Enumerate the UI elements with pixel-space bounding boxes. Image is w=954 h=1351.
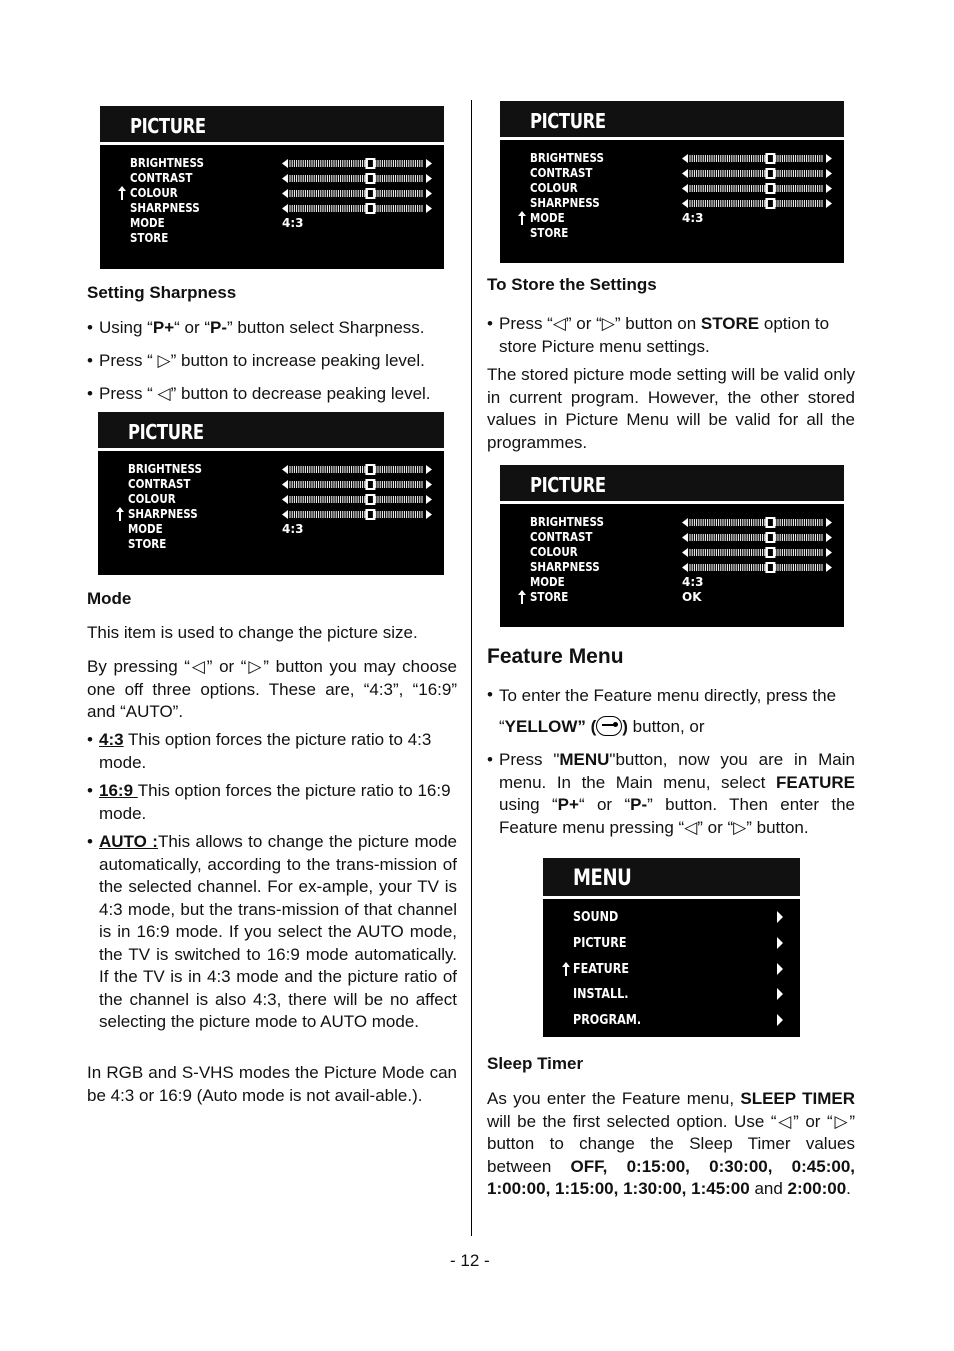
osd-row-sharpness: SHARPNESS <box>530 196 600 210</box>
menu-item-feature: FEATURE <box>573 962 630 977</box>
menu-item-picture: PICTURE <box>573 936 627 951</box>
paragraph: In RGB and S-VHS modes the Picture Mode can be 4:3 or 16:9 (Auto mode is not avail-able.). <box>87 1063 457 1105</box>
osd-body <box>98 451 444 575</box>
osd-header <box>98 412 444 451</box>
menu-item-install: INSTALL. <box>573 987 629 1002</box>
heading-store-settings: To Store the Settings <box>487 275 657 294</box>
heading-feature-menu: Feature Menu <box>487 645 624 668</box>
level-bar <box>682 562 832 573</box>
menu-item-program: PROGRAM. <box>573 1013 642 1028</box>
osd-row-contrast: CONTRAST <box>530 530 593 544</box>
paragraph: As you enter the Feature menu, SLEEP TIMER will be the first selected option. Use “◁” or “▷” button to change the Sleep Timer values between OFF, 0:15:00, 0:30:00, 0:45:00, 1:00:00, 1:15:00, 1:30:00, 1:45:00 and 2:00:00. <box>487 1089 855 1198</box>
osd-body <box>100 145 444 269</box>
osd-header <box>543 858 800 899</box>
page-number: - 12 - <box>450 1251 490 1270</box>
osd-row-store: STORE <box>530 226 569 240</box>
level-bar <box>282 509 432 520</box>
submenu-arrow-icon <box>777 988 783 1000</box>
store-value: OK <box>682 590 702 604</box>
level-bar <box>682 547 832 558</box>
osd-row-sharpness: SHARPNESS <box>130 201 200 215</box>
osd-row-colour: COLOUR <box>530 181 578 195</box>
mode-value: 4:3 <box>682 211 704 225</box>
submenu-arrow-icon <box>777 911 783 923</box>
osd-body <box>500 504 844 627</box>
osd-title: PICTURE <box>530 473 606 497</box>
osd-row-mode: MODE <box>530 211 565 225</box>
level-bar <box>682 153 832 164</box>
level-bar <box>282 203 432 214</box>
osd-body <box>543 899 800 1037</box>
osd-row-sharpness: SHARPNESS <box>128 507 198 521</box>
osd-picture-sharpness <box>98 412 444 575</box>
selection-arrow-icon <box>518 211 526 225</box>
osd-row-sharpness: SHARPNESS <box>530 560 600 574</box>
yellow-key-icon <box>596 716 622 736</box>
osd-row-contrast: CONTRAST <box>128 477 191 491</box>
heading-setting-sharpness: Setting Sharpness <box>87 283 237 302</box>
level-bar <box>682 198 832 209</box>
osd-row-mode: MODE <box>530 575 565 589</box>
osd-header <box>500 465 844 504</box>
submenu-arrow-icon <box>777 1014 783 1026</box>
osd-row-brightness: BRIGHTNESS <box>128 462 202 476</box>
column-divider <box>471 100 472 1236</box>
osd-row-colour: COLOUR <box>530 545 578 559</box>
level-bar <box>682 517 832 528</box>
osd-picture-colour <box>100 106 444 269</box>
osd-row-colour: COLOUR <box>128 492 176 506</box>
osd-picture-mode <box>500 101 844 263</box>
osd-header <box>100 106 444 145</box>
paragraph: This item is used to change the picture size. <box>87 623 418 642</box>
osd-row-mode: MODE <box>128 522 163 536</box>
level-bar <box>282 173 432 184</box>
osd-row-store: STORE <box>530 590 569 604</box>
level-bar <box>682 168 832 179</box>
osd-row-store: STORE <box>130 231 169 245</box>
osd-row-store: STORE <box>128 537 167 551</box>
osd-main-menu <box>543 858 800 1037</box>
osd-picture-store <box>500 465 844 627</box>
mode-value: 4:3 <box>282 522 304 536</box>
submenu-arrow-icon <box>777 963 783 975</box>
level-bar <box>682 183 832 194</box>
paragraph: The stored picture mode setting will be valid only in current program. However, the other stored values in Picture Menu will be valid for all the programmes. <box>487 365 855 452</box>
level-bar <box>682 532 832 543</box>
selection-arrow-icon <box>518 590 526 604</box>
selection-arrow-icon <box>118 186 126 200</box>
menu-title: MENU <box>573 866 632 891</box>
osd-row-brightness: BRIGHTNESS <box>530 151 604 165</box>
osd-title: PICTURE <box>128 420 204 444</box>
osd-body <box>500 140 844 263</box>
osd-row-brightness: BRIGHTNESS <box>130 156 204 170</box>
osd-row-colour: COLOUR <box>130 186 178 200</box>
heading-sleep-timer: Sleep Timer <box>487 1054 584 1073</box>
level-bar <box>282 464 432 475</box>
osd-row-contrast: CONTRAST <box>130 171 193 185</box>
menu-item-sound: SOUND <box>573 910 619 925</box>
osd-title: PICTURE <box>530 109 606 133</box>
mode-value: 4:3 <box>682 575 704 589</box>
level-bar <box>282 158 432 169</box>
submenu-arrow-icon <box>777 937 783 949</box>
osd-title: PICTURE <box>130 114 206 138</box>
level-bar <box>282 479 432 490</box>
level-bar <box>282 494 432 505</box>
heading-mode: Mode <box>87 589 132 608</box>
level-bar <box>282 188 432 199</box>
osd-row-contrast: CONTRAST <box>530 166 593 180</box>
selection-arrow-icon <box>562 962 570 976</box>
selection-arrow-icon <box>116 507 124 521</box>
osd-row-brightness: BRIGHTNESS <box>530 515 604 529</box>
osd-row-mode: MODE <box>130 216 165 230</box>
osd-header <box>500 101 844 140</box>
mode-value: 4:3 <box>282 216 304 230</box>
paragraph: By pressing “◁” or “▷” button you may choose one off three options. These are, “4:3”, “16:9” and “AUTO”. <box>87 657 457 721</box>
